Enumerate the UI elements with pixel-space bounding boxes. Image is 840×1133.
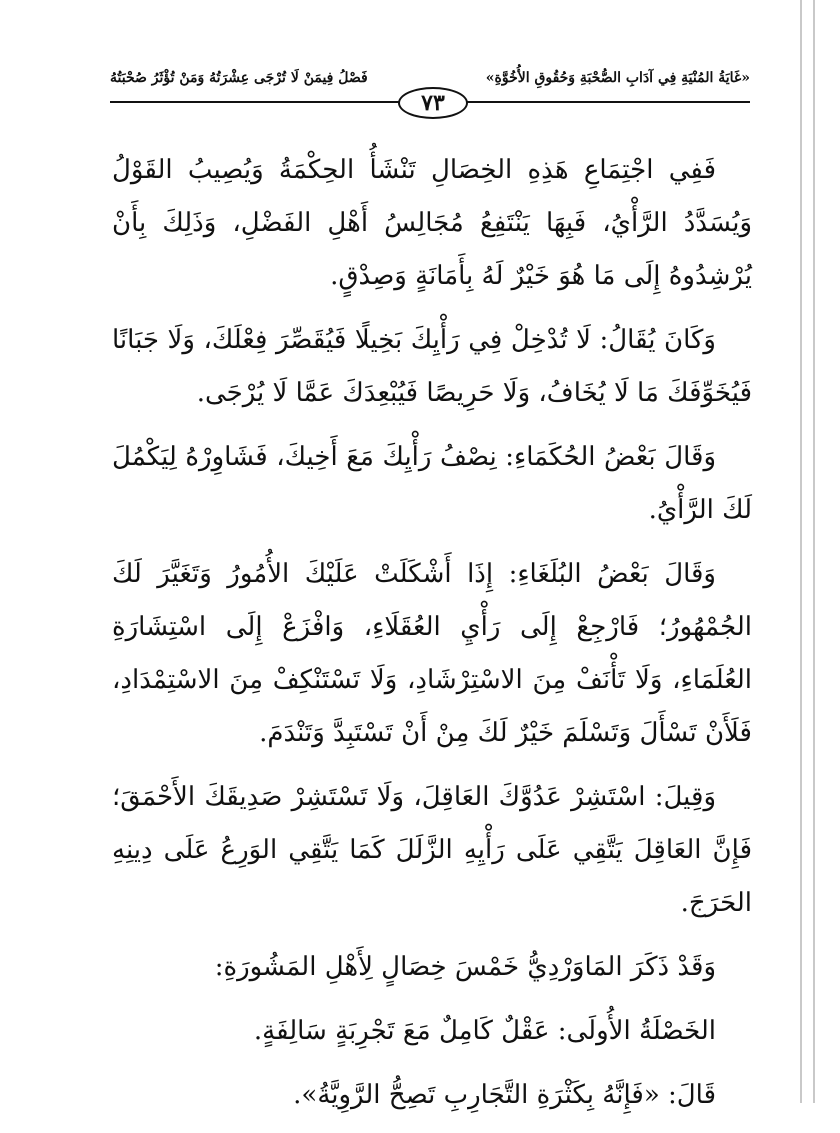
paragraph: وَقَالَ بَعْضُ البُلَغَاءِ: إِذَا أَشْكَلَتْ عَلَيْكَ الأُمُورُ وَتَغَيَّرَ لَكَ الجُمْهُورُ؛ فَارْجِعْ إِلَى رَأْيِ العُقَلَاءِ، وَافْزَعْ إِلَى اسْتِشَارَةِ العُلَمَاءِ، وَلَا تَأْنَفْ مِنَ الاسْتِرْشَادِ، وَلَا تَسْتَنْكِفْ مِنَ الاسْتِمْدَادِ، فَلَأَنْ تَسْأَلَ وَتَسْلَمَ خَيْرٌ لَكَ مِنْ أَنْ تَسْتَبِدَّ وَتَنْدَمَ.	[112, 559, 752, 748]
paragraph: الخَصْلَةُ الأُولَى: عَقْلٌ كَامِلٌ مَعَ تَجْرِبَةٍ سَالِفَةٍ.	[253, 1016, 716, 1046]
paragraph: وَقِيلَ: اسْتَشِرْ عَدُوَّكَ العَاقِلَ، وَلَا تَسْتَشِرْ صَدِيقَكَ الأَحْمَقَ؛ فَإِنَّ العَاقِلَ يَتَّقِي عَلَى رَأْيِهِ الزَّلَلَ كَمَا يَتَّقِي الوَرِعُ عَلَى دِينِهِ الحَرَجَ.	[112, 782, 752, 918]
chapter-title: فَصْلُ فِيمَنْ لَا تُرْجَى عِشْرَتُهُ وَمَنْ تُؤْثَرُ صُحْبَتُهُ	[110, 70, 368, 86]
paragraph: وَقَدْ ذَكَرَ المَاوَرْدِيُّ خَمْسَ خِصَالٍ لِأَهْلِ المَشُورَةِ:	[214, 952, 716, 982]
page-number: ٧٣	[398, 87, 468, 119]
page-edge-line	[813, 0, 815, 1103]
page-edge-line	[800, 0, 802, 1103]
paragraph: قَالَ: «فَإِنَّهُ بِكَثْرَةِ التَّجَارِبِ تَصِحُّ الرَّوِيَّةُ».	[293, 1080, 716, 1110]
paragraph: وَقَالَ بَعْضُ الحُكَمَاءِ: نِصْفُ رَأْيِكَ مَعَ أَخِيكَ، فَشَاوِرْهُ لِيَكْمُلَ لَكَ الرَّأْيُ.	[112, 442, 752, 525]
paragraph: وَكَانَ يُقَالُ: لَا تُدْخِلْ فِي رَأْيِكَ بَخِيلًا فَيُقَصِّرَ فِعْلَكَ، وَلَا جَبَانًا فَيُخَوِّفَكَ مَا لَا يُخَافُ، وَلَا حَرِيصًا فَيُبْعِدَكَ عَمَّا لَا يُرْجَى.	[112, 325, 752, 408]
page-header	[110, 70, 750, 116]
page-body	[112, 144, 752, 1133]
paragraph: فَفِي اجْتِمَاعِ هَذِهِ الخِصَالِ تَنْشَأُ الحِكْمَةُ وَيُصِيبُ القَوْلُ وَيُسَدَّدُ الرَّأْيُ، فَبِهَا يَنْتَفِعُ مُجَالِسُ أَهْلِ الفَضْلِ، وَذَلِكَ بِأَنْ يُرْشِدُوهُ إِلَى مَا هُوَ خَيْرٌ لَهُ بِأَمَانَةٍ وَصِدْقٍ.	[112, 155, 752, 291]
book-title: «غَايَةُ المُنْيَةِ فِي آدَابِ الصُّحْبَةِ وَحُقُوقِ الأُخُوَّةِ»	[485, 70, 750, 86]
